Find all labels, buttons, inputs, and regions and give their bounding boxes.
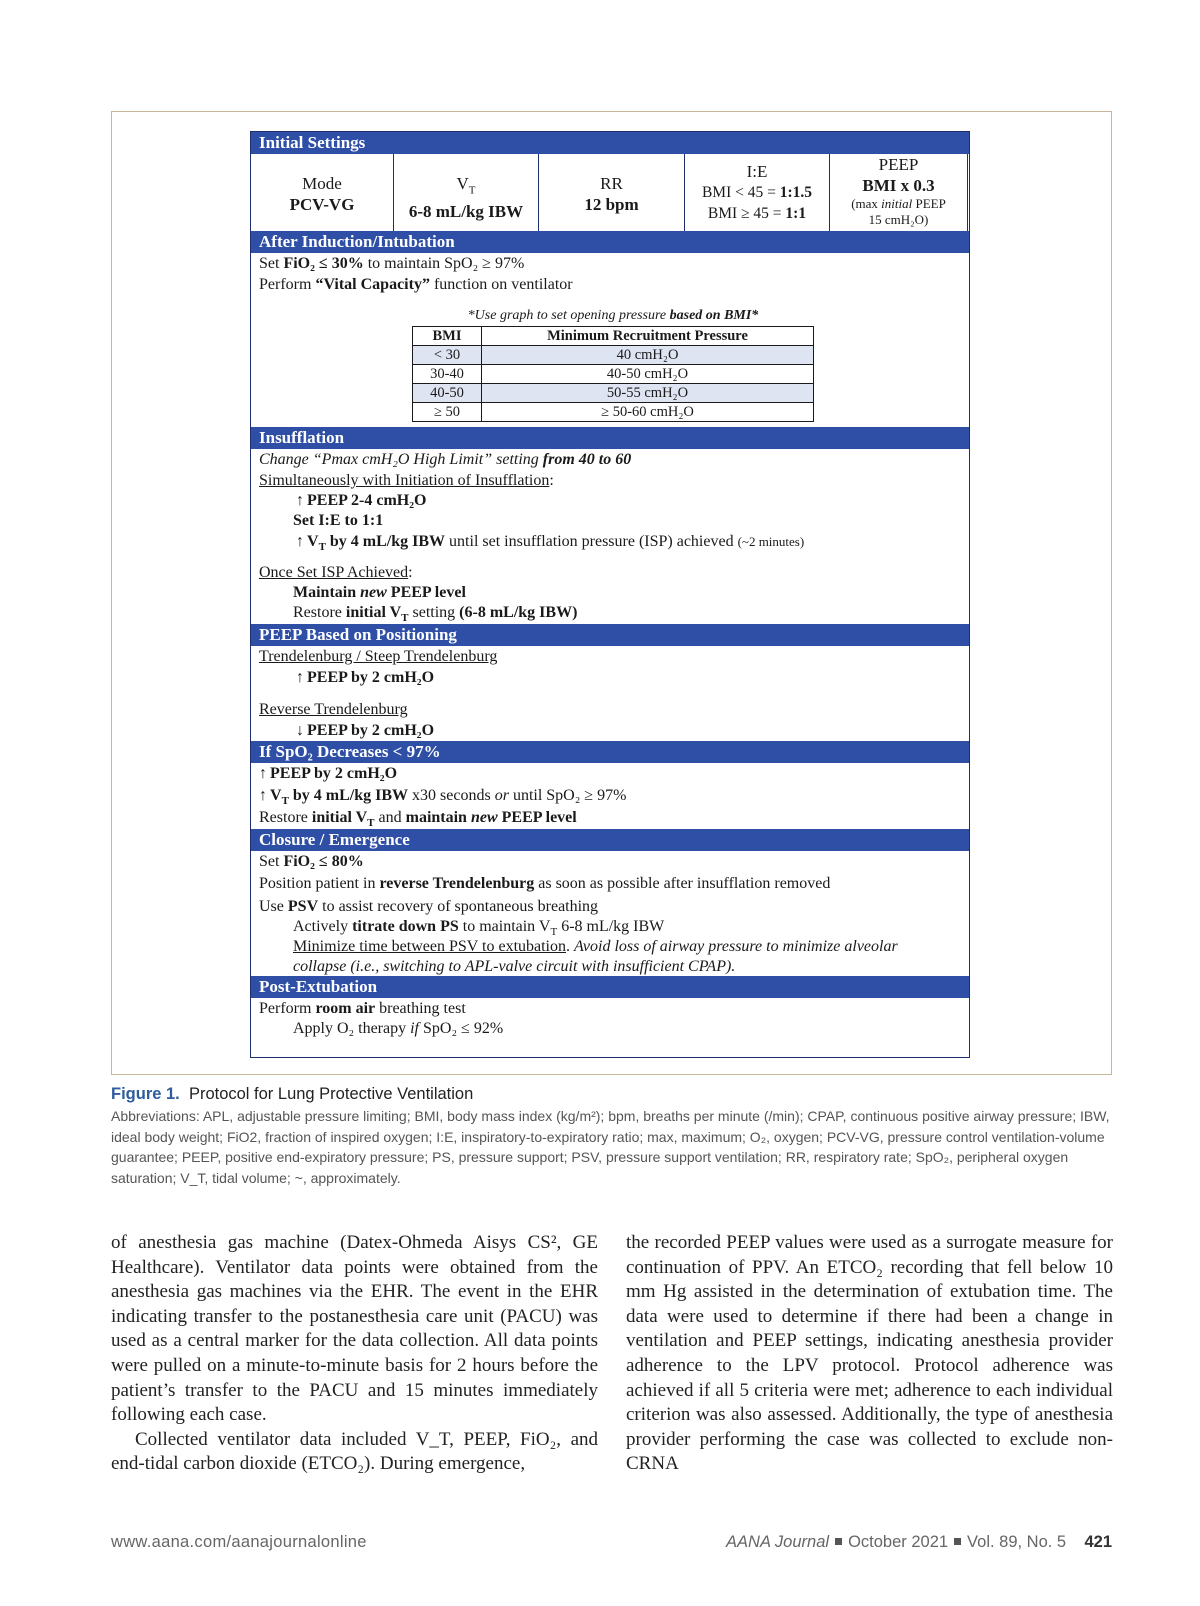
- rr-label: RR: [600, 174, 623, 193]
- induction-line-2: Perform “Vital Capacity” function on ventilator: [259, 276, 573, 293]
- caption-title: Figure 1. Protocol for Lung Protective Ventilation: [111, 1085, 474, 1103]
- spo2-line-1: ↑ PEEP by 2 cmH₂O: [256, 764, 397, 784]
- arrow-up-icon: ↑: [296, 533, 304, 550]
- figure-caption: [111, 1085, 1111, 1188]
- positioning-line-4: ↓ PEEP by 2 cmH₂O: [293, 721, 434, 741]
- table-row: [413, 384, 814, 403]
- peep-label: PEEP: [878, 155, 919, 174]
- separator-square-icon: [954, 1538, 961, 1545]
- mode-value: PCV-VG: [289, 195, 355, 214]
- table-row: [413, 403, 814, 422]
- table-row: [413, 346, 814, 365]
- section-header-initial-settings: Initial Settings: [251, 132, 969, 154]
- section-header-closure: Closure / Emergence: [251, 829, 969, 851]
- closure-line-6: collapse (i.e., switching to APL-valve circuit with insufficient CPAP).: [293, 958, 736, 975]
- table-cell-pressure: ≥ 50-60 cmH₂O: [482, 403, 814, 422]
- vt-value: 6-8 mL/kg IBW: [408, 202, 524, 222]
- section-header-after-induction: After Induction/Intubation: [251, 231, 969, 253]
- body-paragraph: of anesthesia gas machine (Datex-Ohmeda Aisys CS², GE Healthcare). Ventilator data points were obtained from the anesthesia gas machines via the EHR. The event in the EHR indicating transfer to the postanesthesia care unit (PACU) was used as a central marker for the data collection. All data points were pulled on a minute-to-minute basis for 2 hours before the patient’s transfer to the PACU and 15 minutes immediately following each case.: [111, 1232, 598, 1426]
- footer-url: www.aana.com/aanajournalonline: [111, 1533, 367, 1551]
- closure-line-2: Position patient in reverse Trendelenburg as soon as possible after insufflation removed: [259, 875, 831, 892]
- arrow-up-icon: ↑: [296, 669, 304, 686]
- table-cell-pressure: 40 cmH₂O: [482, 346, 814, 365]
- protocol-figure: [250, 131, 970, 1058]
- spo2-line-2: ↑ $V_T$ by 4 mL/kg IBW x30 seconds or until SpO₂ ≥ 97%: [256, 786, 626, 811]
- section-header-post-extubation: Post-Extubation: [251, 976, 969, 998]
- positioning-line-2: ↑ PEEP by 2 cmH₂O: [293, 668, 434, 688]
- body-paragraph: Collected ventilator data included V_T, PEEP, FiO₂, and end-tidal carbon dioxide (ETCO₂). During emergence,: [111, 1428, 598, 1475]
- section-header-peep-positioning: PEEP Based on Positioning: [251, 624, 969, 646]
- table-header-bmi: BMI: [413, 327, 482, 346]
- closure-line-1: Set FiO₂ ≤ 80%: [259, 853, 364, 870]
- mode-cell: [251, 154, 394, 231]
- positioning-line-3: Reverse Trendelenburg: [259, 701, 408, 718]
- ie-cell: [685, 154, 830, 231]
- ie-label: I:E: [746, 162, 768, 181]
- ie-line2: BMI ≥ 45 = 1:1: [707, 205, 807, 222]
- table-header-pressure: Minimum Recruitment Pressure: [482, 327, 814, 346]
- insufflation-line-2: Simultaneously with Initiation of Insufflation:: [259, 472, 554, 489]
- insufflation-line-4: Set I:E to 1:1: [293, 512, 384, 529]
- peep-note: (max initial PEEP 15 cmH₂O): [851, 196, 946, 227]
- table-cell-bmi: 30-40: [413, 365, 482, 384]
- arrow-up-icon: ↑: [259, 787, 267, 804]
- post-extubation-line-2: Apply O₂ therapy if SpO₂ ≤ 92%: [293, 1020, 504, 1037]
- insufflation-line-3: ↑ PEEP 2-4 cmH₂O: [293, 491, 426, 511]
- body-paragraph: the recorded PEEP values were used as a surrogate measure for continuation of PPV. An ETCO₂ recording that fell below 10 mm Hg assisted in the determination of extubation time. The data were used to determine if there had been a change in ventilation and PEEP settings, indicating anesthesia provider adherence to the LPV protocol. Protocol adherence was achieved if all 5 criteria were met; adherence to each individual criterion was also assessed. Additionally, the type of anesthesia provider performing the case was collected to exclude non-CRNA: [626, 1232, 1113, 1475]
- arrow-down-icon: ↓: [296, 722, 304, 739]
- rr-cell: [539, 154, 685, 231]
- table-cell-bmi: ≥ 50: [413, 403, 482, 422]
- separator-square-icon: [835, 1538, 842, 1545]
- table-cell-bmi: < 30: [413, 346, 482, 365]
- insufflation-line-6: Once Set ISP Achieved:: [259, 564, 413, 581]
- ie-line1: BMI < 45 = 1:1.5: [701, 184, 813, 201]
- table-cell-bmi: 40-50: [413, 384, 482, 403]
- table-cell-pressure: 50-55 cmH₂O: [482, 384, 814, 403]
- section-header-spo2-decreases: If SpO₂ Decreases < 97%: [251, 741, 969, 763]
- arrow-up-icon: ↑: [259, 765, 267, 782]
- positioning-line-1: Trendelenburg / Steep Trendelenburg: [259, 648, 498, 665]
- insufflation-line-8: Restore initial $V_T$ setting (6-8 mL/kg IBW): [293, 604, 578, 625]
- rr-value: 12 bpm: [584, 195, 639, 214]
- induction-line-1: Set FiO₂ ≤ 30% to maintain SpO₂ ≥ 97%: [259, 255, 525, 272]
- closure-line-4: Actively titrate down PS to maintain $V_T$ 6-8 mL/kg IBW: [293, 918, 665, 939]
- body-column-left: [111, 1231, 598, 1477]
- body-column-right: [626, 1231, 1113, 1477]
- graph-note: *Use graph to set opening pressure based on BMI*: [467, 308, 759, 323]
- insufflation-line-1: Change “Pmax cmH₂O High Limit” setting from 40 to 60: [259, 451, 632, 468]
- arrow-up-icon: ↑: [296, 492, 304, 509]
- vt-label: $V_T$: [456, 174, 476, 197]
- table-header-row: [413, 327, 814, 346]
- vt-cell: [394, 154, 539, 231]
- peep-value: BMI x 0.3: [862, 176, 935, 195]
- footer-citation: AANA Journal October 2021 Vol. 89, No. 5 421: [726, 1533, 1112, 1551]
- closure-line-3: Use PSV to assist recovery of spontaneous breathing: [259, 898, 599, 915]
- insufflation-line-5: ↑ $V_T$ by 4 mL/kg IBW until set insufflation pressure (ISP) achieved (~2 minutes): [293, 532, 804, 557]
- caption-abbreviations: Abbreviations: APL, adjustable pressure limiting; BMI, body mass index (kg/m²); bpm, breaths per minute (/min); CPAP, continuous positive airway pressure; IBW, ideal body weight; FiO2, fraction of inspired oxygen; I:E, inspiratory-to-expiratory ratio; max, maximum; O₂, oxygen; PCV-VG, pressure control ventilation-volume guarantee; PEEP, positive end-expiratory pressure; PS, pressure support; PSV, pressure support ventilation; RR, respiratory rate; SpO₂, peripheral oxygen saturation; V_T, tidal volume; ~, approximately.: [111, 1108, 1110, 1186]
- insufflation-line-7: Maintain new PEEP level: [293, 584, 466, 601]
- peep-cell: [830, 154, 968, 231]
- post-extubation-line-1: Perform room air breathing test: [259, 1000, 466, 1017]
- recruitment-pressure-table: [412, 326, 814, 422]
- closure-line-5: Minimize time between PSV to extubation. Avoid loss of airway pressure to minimize alveolar: [293, 938, 898, 955]
- section-header-insufflation: Insufflation: [251, 427, 969, 449]
- mode-label: Mode: [302, 174, 342, 193]
- spo2-line-3: Restore initial $V_T$ and maintain new PEEP level: [259, 809, 577, 830]
- table-cell-pressure: 40-50 cmH₂O: [482, 365, 814, 384]
- table-row: [413, 365, 814, 384]
